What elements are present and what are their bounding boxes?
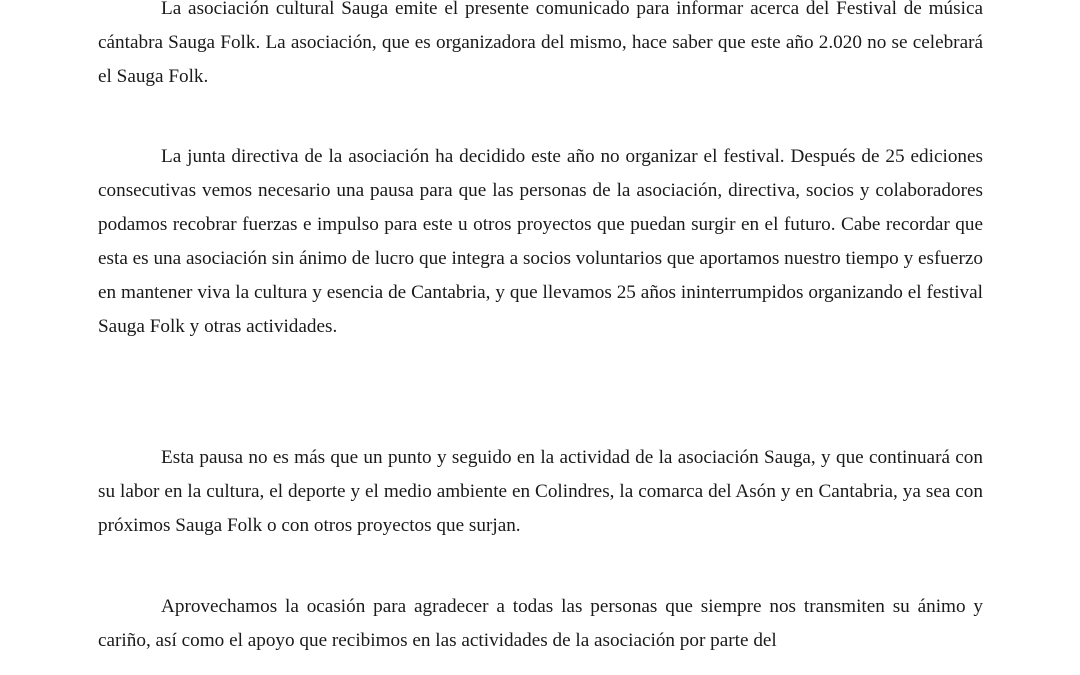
paragraph-text: La junta directiva de la asociación ha decidido este año no organizar el festival. Después de 25 ediciones consecutivas vemos necesario una pausa para que las personas de la asociación, directiva, socios y colaboradores podamos recobrar fuerzas e impulso para este u otros proyectos que puedan surgir en el futuro. Cabe recordar que esta es una asociación sin ánimo de lucro que integra a socios voluntarios que aportamos nuestro tiempo y esfuerzo en mantener viva la cultura y esencia de Cantabria, y que llevamos 25 años ininterrumpidos organizando el festival Sauga Folk y otras actividades. xyxy=(98,146,983,337)
paragraph-board-decision xyxy=(98,140,983,344)
paragraph-text: Aprovechamos la ocasión para agradecer a todas las personas que siempre nos transmiten su ánimo y cariño, así como el apoyo que recibimos en las actividades de la asociación por parte del xyxy=(98,596,983,651)
paragraph-announcement xyxy=(98,0,983,94)
paragraph-text: Esta pausa no es más que un punto y seguido en la actividad de la asociación Sauga, y que continuará con su labor en la cultura, el deporte y el medio ambiente en Colindres, la comarca del Asón y en Cantabria, ya sea con próximos Sauga Folk o con otros proyectos que surjan. xyxy=(98,447,983,536)
paragraph-pause xyxy=(98,441,983,543)
paragraph-text: La asociación cultural Sauga emite el presente comunicado para informar acerca del Festival de música cántabra Sauga Folk. La asociación, que es organizadora del mismo, hace saber que este año 2.020 no se celebrará el Sauga Folk. xyxy=(98,0,983,87)
paragraph-thanks xyxy=(98,590,983,658)
